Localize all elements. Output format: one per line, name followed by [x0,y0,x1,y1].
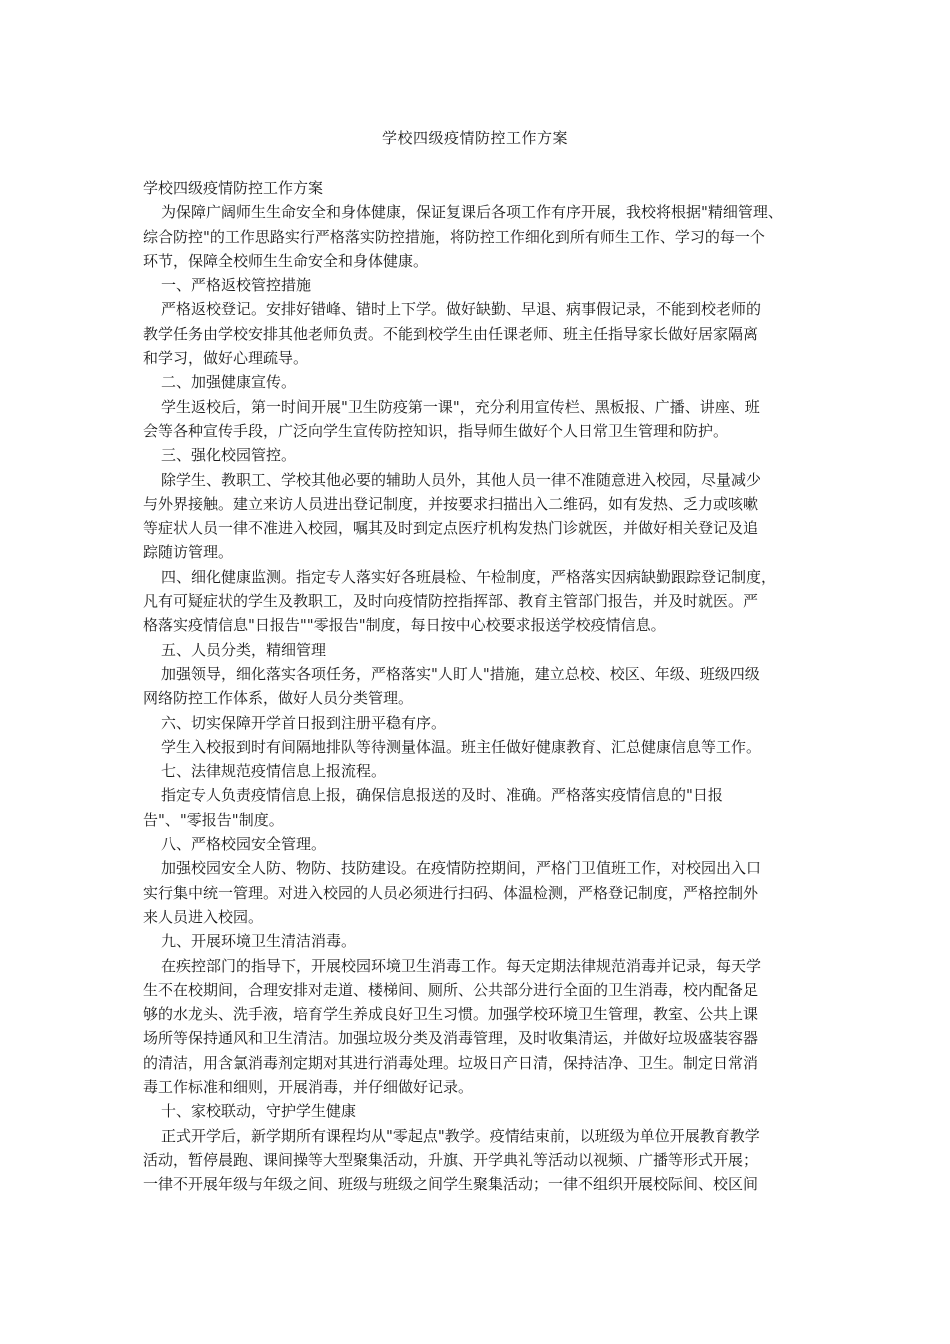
paragraph-line: 生不在校期间，合理安排对走道、楼梯间、厕所、公共部分进行全面的卫生消毒，校内配备足 [143,980,759,999]
section-heading: 三、强化校园管控。 [161,446,297,465]
paragraph-line: 学生入校报到时有间隔地排队等待测量体温。班主任做好健康教育、汇总健康信息等工作。 [161,737,762,756]
paragraph-line: 一律不开展年级与年级之间、班级与班级之间学生聚集活动；一律不组织开展校际间、校区间 [143,1175,759,1194]
paragraph-line: 来人员进入校园。 [143,907,264,926]
paragraph-line: 告"、"零报告"制度。 [143,810,284,829]
section-heading: 一、严格返校管控措施 [161,276,312,295]
paragraph-line: 学生返校后，第一时间开展"卫生防疫第一课"，充分利用宣传栏、黑板报、广播、讲座、班 [161,397,760,416]
paragraph-line: 毒工作标准和细则，开展消毒，并仔细做好记录。 [143,1077,474,1096]
section-heading: 二、加强健康宣传。 [161,373,297,392]
paragraph-line: 四、细化健康监测。指定专人落实好各班晨检、午检制度，严格落实因病缺勤跟踪登记制度， [161,567,777,586]
paragraph-line: 环节，保障全校师生生命安全和身体健康。 [143,251,429,270]
paragraph-line: 在疾控部门的指导下，开展校园环境卫生消毒工作。每天定期法律规范消毒并记录，每天学 [161,956,762,975]
paragraph-line: 指定专人负责疫情信息上报，确保信息报送的及时、准确。严格落实疫情信息的"日报 [161,786,723,805]
section-heading: 十、家校联动，守护学生健康 [161,1102,357,1121]
paragraph-line: 的清洁，用含氯消毒剂定期对其进行消毒处理。垃圾日产日清，保持洁净、卫生。制定日常消 [143,1053,759,1072]
paragraph-line: 踪随访管理。 [143,543,234,562]
paragraph-line: 与外界接触。建立来访人员进出登记制度，并按要求扫描出入二维码，如有发热、乏力或咳嗽 [143,494,759,513]
paragraph-line: 和学习，做好心理疏导。 [143,349,309,368]
section-heading: 五、人员分类，精细管理 [161,640,327,659]
paragraph-line: 实行集中统一管理。对进入校园的人员必须进行扫码、体温检测，严格登记制度，严格控制外 [143,883,759,902]
paragraph-line: 加强校园安全人防、物防、技防建设。在疫情防控期间，严格门卫值班工作，对校园出入口 [161,859,762,878]
paragraph-line: 等症状人员一律不准进入校园，嘱其及时到定点医疗机构发热门诊就医，并做好相关登记及追 [143,519,759,538]
paragraph-line: 加强领导，细化落实各项任务，严格落实"人盯人"措施，建立总校、校区、年级、班级四级 [161,664,760,683]
section-heading: 九、开展环境卫生清洁消毒。 [161,932,357,951]
paragraph-line: 网络防控工作体系，做好人员分类管理。 [143,689,414,708]
section-heading: 六、切实保障开学首日报到注册平稳有序。 [161,713,447,732]
paragraph-line: 正式开学后，新学期所有课程均从"零起点"教学。疫情结束前，以班级为单位开展教育教学 [161,1126,760,1145]
document-title: 学校四级疫情防控工作方案 [381,129,568,147]
paragraph-line: 格落实疫情信息"日报告""零报告"制度，每日按中心校要求报送学校疫情信息。 [143,616,666,635]
section-heading: 八、严格校园安全管理。 [161,835,327,854]
body-subtitle: 学校四级疫情防控工作方案 [143,179,324,197]
paragraph-line: 综合防控"的工作思路实行严格落实防控措施，将防控工作细化到所有师生工作、学习的每一个 [143,227,765,246]
paragraph-line: 场所等保持通风和卫生清洁。加强垃圾分类及消毒管理，及时收集清运，并做好垃圾盛装容器 [143,1029,759,1048]
paragraph-line: 会等各种宣传手段，广泛向学生宣传防控知识，指导师生做好个人日常卫生管理和防护。 [143,421,729,440]
paragraph-line: 教学任务由学校安排其他老师负责。不能到校学生由任课老师、班主任指导家长做好居家隔离 [143,324,759,343]
paragraph-line: 够的水龙头、洗手液，培育学生养成良好卫生习惯。加强学校环境卫生管理，教室、公共上课 [143,1005,759,1024]
section-heading: 七、法律规范疫情信息上报流程。 [161,762,387,781]
paragraph-line: 严格返校登记。安排好错峰、错时上下学。做好缺勤、早退、病事假记录，不能到校老师的 [161,300,762,319]
paragraph-line: 凡有可疑症状的学生及教职工，及时向疫情防控指挥部、教育主管部门报告，并及时就医。严 [143,592,759,611]
paragraph-line: 活动，暂停晨跑、课间操等大型聚集活动，升旗、开学典礼等活动以视频、广播等形式开展； [143,1150,759,1169]
document-body [143,176,813,1196]
paragraph-line: 除学生、教职工、学校其他必要的辅助人员外，其他人员一律不准随意进入校园，尽量减少 [161,470,762,489]
paragraph-line: 为保障广阔师生生命安全和身体健康，保证复课后各项工作有序开展，我校将根据"精细管理、 [161,203,783,222]
